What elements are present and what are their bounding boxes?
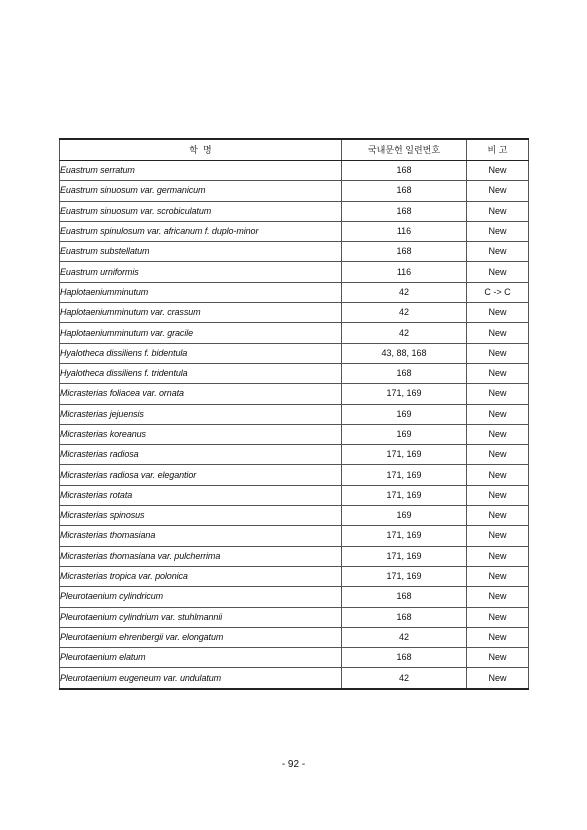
table-row bbox=[60, 546, 529, 566]
remarks-cell: New bbox=[467, 161, 529, 181]
reference-number-cell: 168 bbox=[342, 201, 467, 221]
remarks-cell: New bbox=[467, 607, 529, 627]
reference-number-cell: 169 bbox=[342, 424, 467, 444]
reference-number-cell: 171, 169 bbox=[342, 384, 467, 404]
table-row bbox=[60, 181, 529, 201]
species-name-cell: Pleurotaenium eugeneum var. undulatum bbox=[60, 668, 342, 689]
reference-number-cell: 171, 169 bbox=[342, 465, 467, 485]
table-row bbox=[60, 506, 529, 526]
table-row bbox=[60, 485, 529, 505]
reference-number-cell: 171, 169 bbox=[342, 445, 467, 465]
species-name-cell: Micrasterias radiosa bbox=[60, 445, 342, 465]
table-row bbox=[60, 343, 529, 363]
reference-number-cell: 42 bbox=[342, 323, 467, 343]
species-name-cell: Euastrum spinulosum var. africanum f. duplo-minor bbox=[60, 221, 342, 241]
species-name-cell: Euastrum substellatum bbox=[60, 242, 342, 262]
remarks-cell: New bbox=[467, 221, 529, 241]
species-name-cell: Haplotaeniumminutum var. gracile bbox=[60, 323, 342, 343]
table-row bbox=[60, 201, 529, 221]
species-name-cell: Pleurotaenium elatum bbox=[60, 648, 342, 668]
species-name-cell: Hyalotheca dissiliens f. tridentula bbox=[60, 363, 342, 383]
reference-number-cell: 168 bbox=[342, 587, 467, 607]
species-name-cell: Micrasterias jejuensis bbox=[60, 404, 342, 424]
reference-number-cell: 171, 169 bbox=[342, 526, 467, 546]
table-row bbox=[60, 587, 529, 607]
page-number: - 92 - bbox=[281, 759, 306, 770]
remarks-cell: New bbox=[467, 445, 529, 465]
table-row bbox=[60, 262, 529, 282]
table-row bbox=[60, 566, 529, 586]
table-row bbox=[60, 242, 529, 262]
reference-number-cell: 42 bbox=[342, 282, 467, 302]
table-row bbox=[60, 323, 529, 343]
header-reference-number: 국내문헌 일련번호 bbox=[342, 139, 467, 161]
species-name-cell: Euastrum sinuosum var. germanicum bbox=[60, 181, 342, 201]
reference-number-cell: 168 bbox=[342, 181, 467, 201]
table-row bbox=[60, 303, 529, 323]
reference-number-cell: 116 bbox=[342, 221, 467, 241]
table-header bbox=[60, 139, 529, 161]
species-name-cell: Micrasterias rotata bbox=[60, 485, 342, 505]
remarks-cell: New bbox=[467, 587, 529, 607]
remarks-cell: New bbox=[467, 201, 529, 221]
species-name-cell: Micrasterias koreanus bbox=[60, 424, 342, 444]
remarks-cell: New bbox=[467, 526, 529, 546]
remarks-cell: New bbox=[467, 242, 529, 262]
remarks-cell: New bbox=[467, 323, 529, 343]
species-name-cell: Micrasterias tropica var. polonica bbox=[60, 566, 342, 586]
remarks-cell: New bbox=[467, 424, 529, 444]
remarks-cell: New bbox=[467, 627, 529, 647]
table-row bbox=[60, 465, 529, 485]
table-row bbox=[60, 384, 529, 404]
species-name-cell: Pleurotaenium cylindricum bbox=[60, 587, 342, 607]
table-row bbox=[60, 607, 529, 627]
species-name-cell: Micrasterias thomasiana bbox=[60, 526, 342, 546]
species-name-cell: Micrasterias spinosus bbox=[60, 506, 342, 526]
table-row bbox=[60, 161, 529, 181]
reference-number-cell: 168 bbox=[342, 161, 467, 181]
table-row bbox=[60, 404, 529, 424]
table-row bbox=[60, 363, 529, 383]
table-row bbox=[60, 445, 529, 465]
header-remarks: 비 고 bbox=[467, 139, 529, 161]
reference-number-cell: 42 bbox=[342, 303, 467, 323]
reference-number-cell: 168 bbox=[342, 242, 467, 262]
reference-number-cell: 169 bbox=[342, 404, 467, 424]
remarks-cell: New bbox=[467, 343, 529, 363]
table-row bbox=[60, 648, 529, 668]
species-name-cell: Pleurotaenium ehrenbergii var. elongatum bbox=[60, 627, 342, 647]
species-name-cell: Micrasterias foliacea var. ornata bbox=[60, 384, 342, 404]
remarks-cell: New bbox=[467, 566, 529, 586]
remarks-cell: New bbox=[467, 404, 529, 424]
remarks-cell: New bbox=[467, 465, 529, 485]
species-name-cell: Micrasterias thomasiana var. pulcherrima bbox=[60, 546, 342, 566]
species-table bbox=[59, 138, 529, 690]
reference-number-cell: 171, 169 bbox=[342, 546, 467, 566]
reference-number-cell: 43, 88, 168 bbox=[342, 343, 467, 363]
table-row bbox=[60, 282, 529, 302]
reference-number-cell: 168 bbox=[342, 648, 467, 668]
species-name-cell: Haplotaeniumminutum var. crassum bbox=[60, 303, 342, 323]
reference-number-cell: 168 bbox=[342, 607, 467, 627]
species-name-cell: Hyalotheca dissiliens f. bidentula bbox=[60, 343, 342, 363]
header-scientific-name: 학 명 bbox=[60, 139, 342, 161]
reference-number-cell: 42 bbox=[342, 627, 467, 647]
remarks-cell: New bbox=[467, 363, 529, 383]
species-name-cell: Euastrum urniformis bbox=[60, 262, 342, 282]
reference-number-cell: 42 bbox=[342, 668, 467, 689]
table-row bbox=[60, 627, 529, 647]
species-name-cell: Euastrum sinuosum var. scrobiculatum bbox=[60, 201, 342, 221]
reference-number-cell: 168 bbox=[342, 363, 467, 383]
remarks-cell: New bbox=[467, 384, 529, 404]
remarks-cell: New bbox=[467, 485, 529, 505]
remarks-cell: C -> C bbox=[467, 282, 529, 302]
table-row bbox=[60, 668, 529, 689]
table-body bbox=[60, 161, 529, 689]
reference-number-cell: 171, 169 bbox=[342, 566, 467, 586]
table-row bbox=[60, 221, 529, 241]
remarks-cell: New bbox=[467, 506, 529, 526]
reference-number-cell: 169 bbox=[342, 506, 467, 526]
remarks-cell: New bbox=[467, 181, 529, 201]
reference-number-cell: 116 bbox=[342, 262, 467, 282]
remarks-cell: New bbox=[467, 303, 529, 323]
remarks-cell: New bbox=[467, 262, 529, 282]
table-row bbox=[60, 526, 529, 546]
remarks-cell: New bbox=[467, 648, 529, 668]
species-name-cell: Pleurotaenium cylindrium var. stuhlmannii bbox=[60, 607, 342, 627]
table-row bbox=[60, 424, 529, 444]
remarks-cell: New bbox=[467, 546, 529, 566]
header-row bbox=[60, 139, 529, 161]
species-name-cell: Haplotaeniumminutum bbox=[60, 282, 342, 302]
species-name-cell: Micrasterias radiosa var. elegantior bbox=[60, 465, 342, 485]
reference-number-cell: 171, 169 bbox=[342, 485, 467, 505]
remarks-cell: New bbox=[467, 668, 529, 689]
species-name-cell: Euastrum serratum bbox=[60, 161, 342, 181]
